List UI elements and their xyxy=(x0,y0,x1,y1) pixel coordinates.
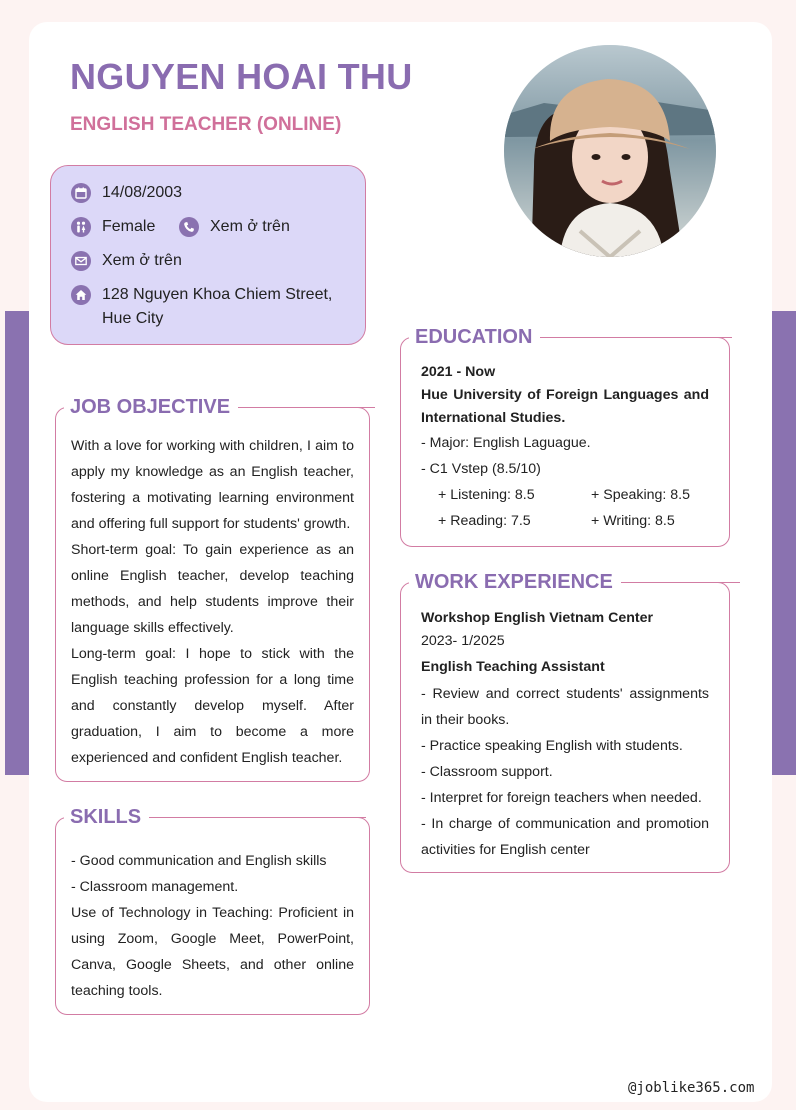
profile-photo xyxy=(504,45,716,257)
work-duty: - Interpret for foreign teachers when needed. xyxy=(421,790,702,806)
calendar-icon xyxy=(71,183,91,203)
score-speaking: + Speaking: 8.5 xyxy=(591,487,690,503)
education-text xyxy=(421,361,709,534)
work-duty: - In charge of communication and promotion activities for English center xyxy=(421,816,709,858)
email-icon xyxy=(71,251,91,271)
candidate-name: NGUYEN HOAI THU xyxy=(70,56,413,97)
objective-paragraph: Short-term goal: To gain experience as an online English teacher, develop teaching methods, and help students improve their language skills effectively. xyxy=(71,542,354,636)
gender-icon xyxy=(71,217,91,237)
work-experience-heading: WORK EXPERIENCE xyxy=(409,570,621,594)
skills-text xyxy=(71,848,354,1004)
score-reading: + Reading: 7.5 xyxy=(438,513,531,529)
watermark: @joblike365.com xyxy=(628,1080,755,1096)
address-line-1: 128 Nguyen Khoa Chiem Street, xyxy=(102,286,333,303)
objective-paragraph: With a love for working with children, I aim to apply my knowledge as an English teacher, fostering a motivating learning environment and offering full support for students' growth. xyxy=(71,438,354,532)
education-heading: EDUCATION xyxy=(409,325,540,349)
objective-paragraph: Long-term goal: I hope to stick with the English teaching profession for a long time and constantly develop myself. After graduation, I aim to become a more experienced and confident English teacher. xyxy=(71,646,354,766)
skill-item: - Classroom management. xyxy=(71,879,239,895)
address-line-2: Hue City xyxy=(102,310,164,327)
gender-row xyxy=(71,215,155,239)
work-position: English Teaching Assistant xyxy=(421,659,605,675)
right-accent-band xyxy=(772,311,796,775)
skill-item: Use of Technology in Teaching: Proficient in using Zoom, Google Meet, PowerPoint, Canva, Google Sheets, and other online teaching tools. xyxy=(71,905,354,999)
skills-heading: SKILLS xyxy=(64,805,149,829)
birthdate-value: 14/08/2003 xyxy=(102,184,183,201)
score-row xyxy=(421,482,709,508)
job-objective-heading: JOB OBJECTIVE xyxy=(64,395,238,419)
left-accent-band xyxy=(5,311,29,775)
work-duty: - Classroom support. xyxy=(421,764,553,780)
education-cert: - C1 Vstep (8.5/10) xyxy=(421,461,541,477)
home-icon xyxy=(71,285,91,305)
work-company: Workshop English Vietnam Center xyxy=(421,610,654,626)
email-value: Xem ở trên xyxy=(102,252,182,269)
score-writing: + Writing: 8.5 xyxy=(591,513,675,529)
phone-row xyxy=(179,215,290,239)
job-objective-text xyxy=(71,433,354,771)
job-title: ENGLISH TEACHER (ONLINE) xyxy=(70,114,342,135)
gender-value: Female xyxy=(102,218,156,235)
education-period: 2021 - Now xyxy=(421,364,496,380)
birthdate-row xyxy=(71,181,182,205)
skill-item: - Good communication and English skills xyxy=(71,853,327,869)
work-experience-text xyxy=(421,607,709,863)
score-row xyxy=(421,508,709,534)
phone-value: Xem ở trên xyxy=(210,218,290,235)
work-duty: - Review and correct students' assignments in their books. xyxy=(421,686,709,728)
score-listening: + Listening: 8.5 xyxy=(438,487,535,503)
contact-info-panel xyxy=(50,165,366,345)
work-duty: - Practice speaking English with students. xyxy=(421,738,683,754)
education-major: - Major: English Laguague. xyxy=(421,435,591,451)
address-row xyxy=(71,283,332,331)
address-value xyxy=(102,283,332,331)
phone-icon xyxy=(179,217,199,237)
work-period: 2023- 1/2025 xyxy=(421,633,505,649)
email-row xyxy=(71,249,182,273)
education-school: Hue University of Foreign Languages and International Studies. xyxy=(421,387,709,426)
